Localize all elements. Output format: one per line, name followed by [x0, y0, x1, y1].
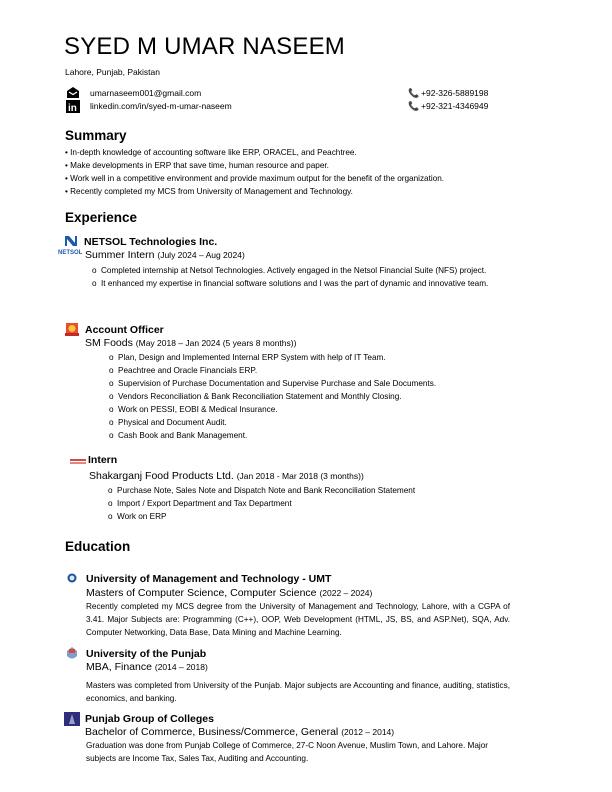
svg-text:in: in [68, 103, 77, 113]
summary-heading: Summary [65, 128, 127, 143]
job-bullet: o Peachtree and Oracle Financials ERP. [109, 364, 529, 377]
summary-list [65, 146, 444, 198]
phone-2: +92-321-4346949 [421, 101, 489, 111]
shakarganj-logo-icon [70, 459, 86, 465]
school-name: University of the Punjab [86, 648, 207, 660]
school-degree: MBA, Finance (2014 – 2018) [86, 661, 208, 673]
summary-item: • In-depth knowledge of accounting software like ERP, ORACEL, and Peachtree. [65, 148, 357, 157]
job-bullet: o Work on PESSI, EOBI & Medical Insurance. [109, 403, 529, 416]
job-bullet: o Work on ERP [108, 510, 528, 523]
linkedin-icon [66, 100, 80, 113]
job-bullet: o Import / Export Department and Tax Department [108, 497, 528, 510]
summary-item: • Make developments in ERP that save time, human resource and paper. [65, 161, 329, 170]
job-bullet: o Cash Book and Bank Management. [109, 429, 529, 442]
job-bullet: o Physical and Document Audit. [109, 416, 529, 429]
job-bullet: o Purchase Note, Sales Note and Dispatch Note and Bank Reconciliation Statement [108, 484, 528, 497]
phone-1: +92-326-5889198 [421, 88, 489, 98]
experience-heading: Experience [65, 210, 138, 225]
school-description: Masters was completed from University of the Punjab. Major subjects are Accounting and finance, auditing, statistics, economics, and banking. [86, 681, 510, 703]
pgc-logo-icon [64, 712, 80, 726]
location: Lahore, Punjab, Pakistan [65, 67, 160, 77]
job-bullets [108, 484, 528, 523]
sm-foods-logo-icon [65, 323, 79, 337]
netsol-logo-icon [64, 235, 78, 248]
linkedin-link[interactable]: linkedin.com/in/syed-m-umar-naseem [90, 101, 232, 111]
job-bullets [109, 351, 529, 442]
punjab-university-logo-icon [66, 647, 78, 661]
netsol-logo-text: NETSOL [58, 250, 83, 256]
school-degree: Bachelor of Commerce, Business/Commerce, General (2012 – 2014) [85, 726, 395, 738]
job-bullet: o Supervision of Purchase Documentation and Supervise Purchase and Sale Documents. [109, 377, 529, 390]
job-bullet: o Vendors Reconciliation & Bank Reconciliation Statement and Monthly Closing. [109, 390, 529, 403]
summary-item: • Recently completed my MCS from University of Management and Technology. [65, 187, 353, 196]
school-description: Graduation was done from Punjab College of Commerce, 27-C Noon Avenue, Muslim Town, and Lahore. Major subjects are Income Tax, Sales Tax, Auditing and Accounting. [86, 741, 489, 763]
job-role: SM Foods (May 2018 – Jan 2024 (5 years 8 months)) [85, 337, 297, 349]
phone-icon: 📞 [408, 88, 420, 98]
email-link[interactable]: umarnaseem001@gmail.com [90, 88, 202, 98]
school-degree: Masters of Computer Science, Computer Science (2022 – 2024) [86, 587, 373, 599]
education-heading: Education [65, 539, 131, 554]
school-name: University of Management and Technology - UMT [86, 573, 332, 585]
job-bullet: o Completed internship at Netsol Technologies. Actively engaged in the Netsol Financial Suite (NFS) project. [92, 264, 524, 277]
email-icon [66, 86, 80, 99]
job-title: NETSOL Technologies Inc. [84, 236, 218, 248]
school-name: Punjab Group of Colleges [85, 713, 214, 725]
candidate-name: SYED M UMAR NASEEM [64, 33, 345, 60]
job-bullet: o It enhanced my expertise in financial software solutions and I was the part of dynamic and innovative team. [92, 277, 524, 290]
job-role: Summer Intern (July 2024 – Aug 2024) [85, 249, 245, 261]
job-bullet: o Plan, Design and Implemented Internal ERP System with help of IT Team. [109, 351, 529, 364]
phone-icon: 📞 [408, 101, 420, 111]
umt-logo-icon [67, 573, 77, 583]
summary-item: • Work well in a competitive environment and provide maximum output for the benefit of the organization. [65, 174, 445, 183]
job-title: Account Officer [85, 324, 164, 336]
job-role: Shakarganj Food Products Ltd. (Jan 2018 - Mar 2018 (3 months)) [89, 470, 364, 482]
school-description: Recently completed my MCS degree from the University of Management and Technology, Lahore, with a CGPA of 3.41. Major Subjects are: Programming (C++), OOP, Web Development (HTML, JS, BS, and ASP.Net), SQA, Adv. Computer Networking, Data Base, Data Mining and Machine Learning. [86, 602, 510, 637]
job-bullets [92, 264, 524, 290]
job-title: Intern [88, 454, 118, 466]
